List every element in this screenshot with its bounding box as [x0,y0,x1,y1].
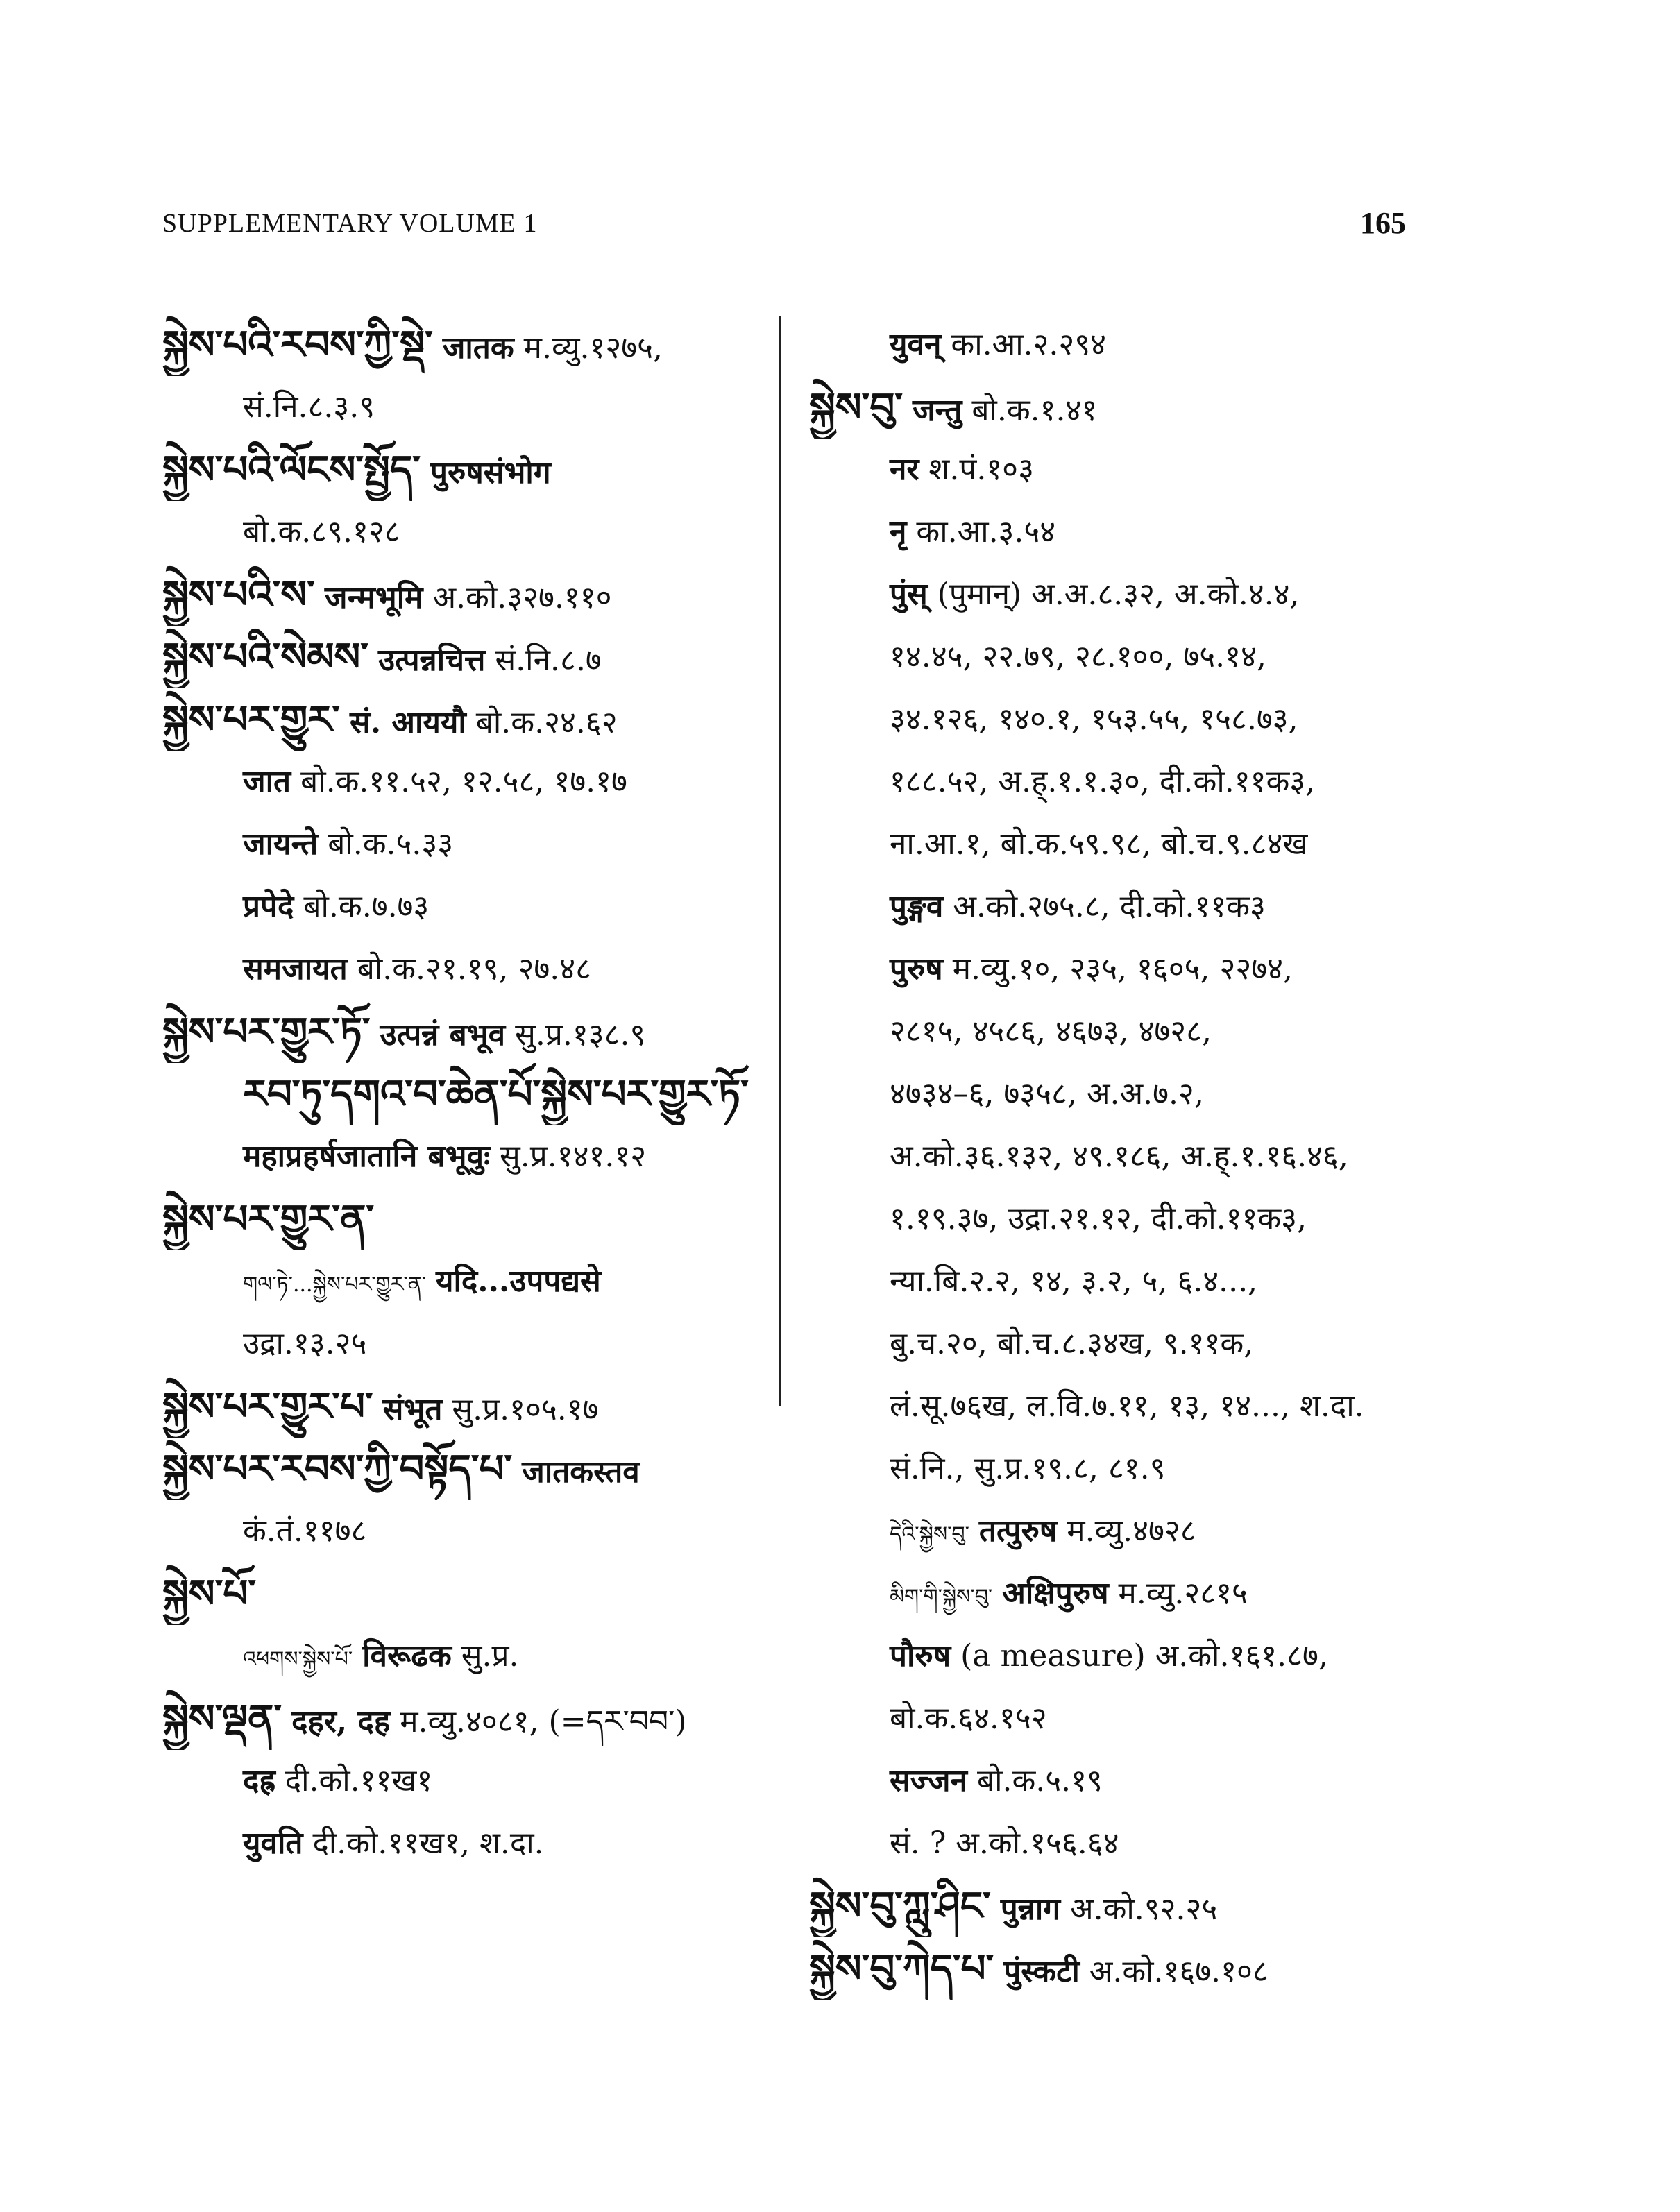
citation-text: ३४.१२६, १४०.१, १५३.५५, १५८.७३, [890,701,1298,737]
sanskrit-equivalent: जन्मभूमि [324,580,423,615]
tibetan-headword: སྐྱེས་པའི་སེམས་ [162,634,368,680]
entry-line [162,688,759,751]
entry-line [809,1375,1434,1438]
tibetan-headword: རབ་ཏུ་དགའ་བ་ཆེན་པོ་སྐྱེས་པར་གྱུར་ཏོ་ [243,1071,749,1117]
entry-line [809,626,1434,688]
tibetan-headword: སྐྱེས་པར་གྱུར་ན་ [162,1196,375,1242]
citation-text: कं.तं.११७८ [243,1513,367,1549]
tibetan-headword: སྐྱེས་པར་གྱུར་པ་ [162,1384,373,1429]
entry-line [162,1188,759,1250]
citation-text: २८१५, ४५८६, ४६७३, ४७२८, [890,1014,1212,1049]
tibetan-subentry: དེའི་སྐྱེས་བུ་ [890,1522,969,1547]
citation-text: बो.क.६४.१५२ [890,1701,1047,1736]
citation-text: १८८.५२, अ.ह्.१.१.३०, दी.को.११क३, [890,764,1316,799]
entry-line [162,876,759,938]
citation-text: न्या.बि.२.२, १४, ३.२, ५, ६.४..., [890,1264,1258,1299]
entry-line [162,1375,759,1438]
tibetan-subentry: མིག་གི་སྐྱེས་བུ་ [890,1585,993,1609]
entry-line [162,563,759,626]
sanskrit-equivalent: दह्र [243,1763,275,1798]
citation-text: अ.को.१६७.१०८ [1089,1954,1269,1989]
entry-line [809,938,1434,1001]
entry-line [162,314,759,376]
tibetan-headword: སྐྱེས་པའི་རབས་ཀྱི་སྡེ་ [162,322,433,368]
entry-line [809,1188,1434,1250]
citation-text: बो.क.१.४१ [971,393,1098,428]
sanskrit-equivalent: पुंस् [890,577,928,612]
sanskrit-equivalent: यदि...उपपद्यसे [436,1264,601,1299]
citation-text: अ.को.३२७.११० [432,580,612,615]
citation-text: १४.४५, २२.७९, २८.१००, ७५.१४, [890,639,1266,674]
running-header: SUPPLEMENTARY VOLUME 1 [162,209,538,238]
citation-text: (a measure) अ.को.१६१.८७, [960,1638,1328,1674]
entry-line [162,1313,759,1375]
citation-text: १.१९.३७, उद्रा.२१.१२, दी.को.११क३, [890,1201,1307,1236]
entry-line [162,1563,759,1625]
citation-text: दी.को.११ख१, श.दा. [312,1826,544,1861]
entry-line [162,1438,759,1500]
entry-line [162,1500,759,1563]
entry-line [809,1750,1434,1812]
tibetan-headword: སྐྱེས་པར་རབས་ཀྱི་བསྟོད་པ་ [162,1446,513,1492]
entry-line [162,1125,759,1188]
citation-text: ४७३४–६, ७३५८, अ.अ.७.२, [890,1076,1204,1112]
sanskrit-equivalent: पौरुष [890,1638,951,1674]
entry-line [162,376,759,439]
citation-text: अ.को.२७५.८, दी.को.११क३ [953,889,1266,924]
sanskrit-equivalent: महाप्रहर्षजातानि बभूवुः [243,1139,490,1174]
tibetan-headword: སྐྱེས་བུ་ [809,384,903,430]
sanskrit-equivalent: जन्तु [913,393,962,428]
entry-line [162,439,759,501]
tibetan-headword: སྐྱེས་པའི་ལོངས་སྤྱོད་ [162,447,421,493]
entry-line [162,813,759,876]
citation-text: बो.क.२४.६२ [475,705,618,740]
citation-text: म.व्यु.४०८१, (=དར་བབ་) [400,1704,687,1739]
citation-text: अ.को.९२.२५ [1070,1891,1218,1927]
entry-line [162,938,759,1001]
tibetan-subentry: འཕགས་སྐྱེས་པོ་ [243,1647,353,1671]
entry-line [809,1313,1434,1375]
tibetan-headword: སྐྱེས་བུ་ཀེད་པ་ [809,1946,994,1991]
sanskrit-equivalent: उत्पन्नचित्त [377,643,486,678]
sanskrit-equivalent: जात [243,764,291,799]
sanskrit-equivalent: सं. आययौ [349,705,466,740]
citation-text: अ.को.३६.१३२, ४९.१८६, अ.ह्.१.१६.४६, [890,1139,1348,1174]
citation-text: बु.च.२०, बो.च.८.३४ख, ९.११क, [890,1326,1254,1361]
tibetan-headword: སྐྱེས་པའི་ས་ [162,572,315,618]
sanskrit-equivalent: अक्षिपुरुष [1002,1576,1109,1611]
entry-line [162,1750,759,1812]
sanskrit-equivalent: जातकस्तव [522,1454,640,1490]
entry-line [809,1812,1434,1875]
left-column [162,314,759,1875]
sanskrit-equivalent: पुन्नाग [1000,1891,1060,1927]
tibetan-headword: སྐྱེས་ལྡན་ [162,1696,282,1742]
sanskrit-equivalent: युवन् [890,327,942,362]
entry-line [162,501,759,563]
entry-line [809,751,1434,813]
entry-line [809,1063,1434,1125]
entry-line [809,1125,1434,1188]
entry-line [162,1250,759,1313]
citation-text: बो.क.७.७३ [303,889,430,924]
entry-line [162,1063,759,1125]
sanskrit-equivalent: नृ [890,514,907,550]
citation-text: लं.सू.७६ख, ल.वि.७.११, १३, १४..., श.दा. [890,1388,1364,1424]
citation-text: सं. ? अ.को.१५६.६४ [890,1826,1119,1861]
entry-line [809,1563,1434,1625]
citation-text: श.पं.१०३ [928,452,1034,487]
right-column [809,314,1434,2000]
citation-text: का.आ.३.५४ [916,514,1056,550]
sanskrit-equivalent: युवति [243,1826,303,1861]
sanskrit-equivalent: दहर, दह [291,1704,391,1739]
entry-line [809,1625,1434,1687]
entry-line [162,1687,759,1750]
tibetan-subentry: གལ་ཏེ་...སྐྱེས་པར་གྱུར་ན་ [243,1273,426,1297]
citation-text: बो.क.२१.१९, २७.४८ [357,951,591,987]
sanskrit-equivalent: पुरुषसंभोग [430,455,551,491]
sanskrit-equivalent: उत्पन्नं बभूव [380,1017,506,1053]
column-divider [779,316,781,1406]
entry-line [809,314,1434,376]
sanskrit-equivalent: तत्पुरुष [978,1513,1058,1549]
citation-text: म.व्यु.२८१५ [1118,1576,1248,1611]
citation-text: सु.प्र.१४१.१२ [499,1139,647,1174]
entry-line [809,501,1434,563]
entry-line [162,626,759,688]
citation-text: सं.नि., सु.प्र.१९.८, ८१.९ [890,1451,1166,1486]
citation-text: म.व्यु.१२७५, [523,330,663,366]
citation-text: म.व्यु.४७२८ [1067,1513,1196,1549]
entry-line [809,439,1434,501]
sanskrit-equivalent: पुंस्कटी [1003,1954,1080,1989]
citation-text: बो.क.५.१९ [976,1763,1103,1798]
citation-text: उद्रा.१३.२५ [243,1326,367,1361]
citation-text: बो.क.५.३३ [328,826,454,862]
tibetan-headword: སྐྱེས་པར་གྱུར་ཏོ་ [162,1009,371,1055]
entry-line [809,1937,1434,2000]
citation-text: सु.प्र.१०५.१७ [452,1392,599,1427]
tibetan-headword: སྐྱེས་པར་གྱུར་ [162,697,340,742]
sanskrit-equivalent: पुरुष [890,951,943,987]
page-number: 165 [1360,206,1406,240]
tibetan-headword: སྐྱེས་བུ་ཀླུ་ཤིང་ [809,1883,991,1929]
citation-text: सं.नि.८.७ [495,643,602,678]
sanskrit-equivalent: नर [890,452,919,487]
entry-line [809,876,1434,938]
citation-text: सं.नि.८.३.९ [243,389,375,425]
tibetan-headword: སྐྱེས་པོ་ [162,1571,257,1617]
citation-text: बो.क.८९.१२८ [243,514,400,550]
sanskrit-equivalent: जायन्ते [243,826,319,862]
entry-line [809,1438,1434,1500]
entry-line [809,1001,1434,1063]
entry-line [162,1812,759,1875]
citation-text: ना.आ.१, बो.क.५९.९८, बो.च.९.८४ख [890,826,1308,862]
entry-line [162,1001,759,1063]
citation-text: सु.प्र. [461,1638,519,1674]
entry-line [162,751,759,813]
sanskrit-equivalent: जातक [442,330,514,366]
sanskrit-equivalent: समजायत [243,951,348,987]
entry-line [809,688,1434,751]
entry-line [162,1625,759,1687]
entry-line [809,563,1434,626]
citation-text: सु.प्र.१३८.९ [515,1017,646,1053]
entry-line [809,813,1434,876]
citation-text: (पुमान्) अ.अ.८.३२, अ.को.४.४, [937,577,1300,612]
citation-text: म.व्यु.१०, २३५, १६०५, २२७४, [952,951,1293,987]
sanskrit-equivalent: संभूत [382,1392,443,1427]
entry-line [809,1687,1434,1750]
sanskrit-equivalent: पुङ्गव [890,889,944,924]
citation-text: बो.क.११.५२, १२.५८, १७.१७ [300,764,627,799]
sanskrit-equivalent: विरूढक [362,1638,452,1674]
entry-line [809,376,1434,439]
sanskrit-equivalent: प्रपेदे [243,889,294,924]
entry-line [809,1500,1434,1563]
entry-line [809,1250,1434,1313]
entry-line [809,1875,1434,1937]
citation-text: का.आ.२.२९४ [951,327,1107,362]
citation-text: दी.को.११ख१ [285,1763,433,1798]
sanskrit-equivalent: सज्जन [890,1763,967,1798]
